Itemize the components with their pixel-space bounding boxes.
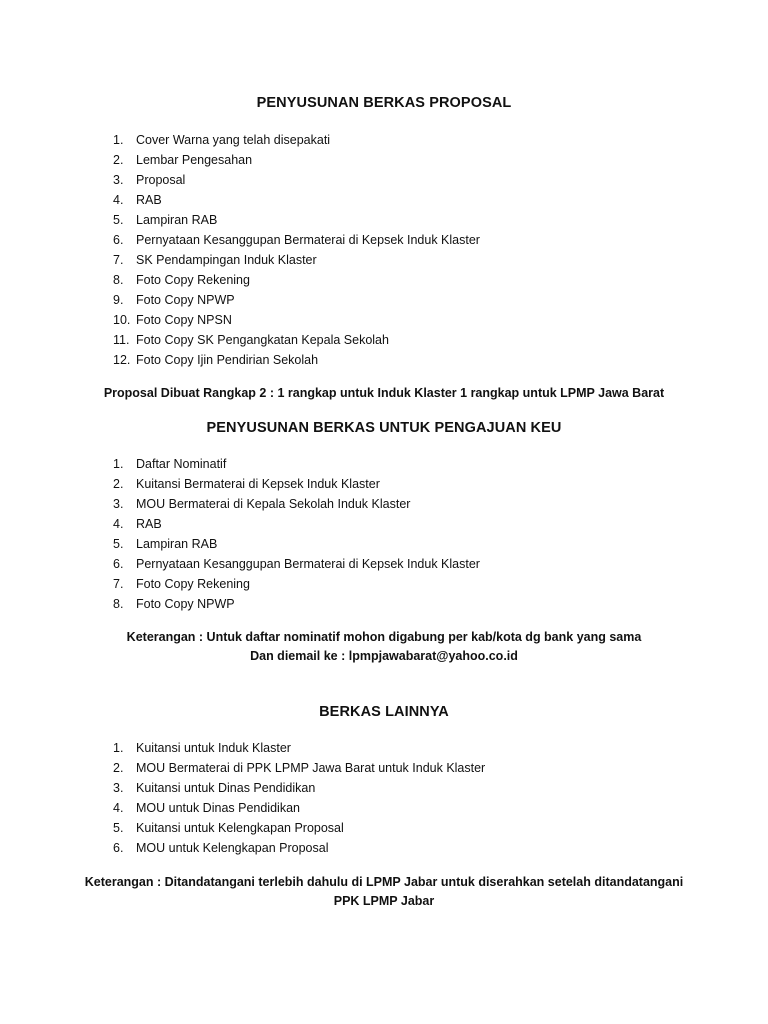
item-number: 12. <box>113 353 131 367</box>
section1-list <box>113 130 480 370</box>
list-item <box>113 350 480 370</box>
list-item <box>113 594 480 614</box>
section2-note-line2: Dan diemail ke : lpmpjawabarat@yahoo.co.id <box>250 649 518 663</box>
item-number: 1. <box>113 741 124 755</box>
item-text: Daftar Nominatif <box>136 457 227 471</box>
section3-title: BERKAS LAINNYA <box>319 704 449 720</box>
list-item <box>113 494 480 514</box>
item-text: Lampiran RAB <box>136 537 218 551</box>
item-text: MOU Bermaterai di Kepala Sekolah Induk Klaster <box>136 497 411 511</box>
item-text: Pernyataan Kesanggupan Bermaterai di Kepsek Induk Klaster <box>136 557 480 571</box>
list-item <box>113 130 480 150</box>
section2-list <box>113 454 480 614</box>
item-text: Kuitansi Bermaterai di Kepsek Induk Klaster <box>136 477 380 491</box>
item-number: 4. <box>113 801 124 815</box>
list-item <box>113 798 485 818</box>
item-number: 4. <box>113 193 124 207</box>
list-item <box>113 818 485 838</box>
list-item <box>113 778 485 798</box>
item-text: RAB <box>136 517 162 531</box>
list-item <box>113 330 480 350</box>
item-number: 1. <box>113 133 124 147</box>
item-number: 10. <box>113 313 131 327</box>
item-text: Foto Copy SK Pengangkatan Kepala Sekolah <box>136 333 389 347</box>
item-text: Kuitansi untuk Induk Klaster <box>136 741 291 755</box>
item-number: 11. <box>113 333 130 347</box>
item-number: 5. <box>113 537 124 551</box>
item-number: 3. <box>113 497 124 511</box>
item-number: 6. <box>113 841 124 855</box>
list-item <box>113 554 480 574</box>
list-item <box>113 270 480 290</box>
item-number: 2. <box>113 761 124 775</box>
item-number: 7. <box>113 577 124 591</box>
list-item <box>113 758 485 778</box>
list-item <box>113 310 480 330</box>
item-text: Cover Warna yang telah disepakati <box>136 133 331 147</box>
list-item <box>113 290 480 310</box>
section3-list <box>113 738 485 858</box>
item-number: 9. <box>113 293 124 307</box>
list-item <box>113 574 480 594</box>
item-text: Proposal <box>136 173 186 187</box>
item-text: MOU untuk Kelengkapan Proposal <box>136 841 329 855</box>
list-item <box>113 514 480 534</box>
section2-title: PENYUSUNAN BERKAS UNTUK PENGAJUAN KEU <box>206 420 562 436</box>
list-item <box>113 170 480 190</box>
item-number: 6. <box>113 233 124 247</box>
item-text: Foto Copy Rekening <box>136 273 250 287</box>
item-number: 8. <box>113 597 124 611</box>
item-number: 5. <box>113 821 124 835</box>
list-item <box>113 190 480 210</box>
item-number: 8. <box>113 273 124 287</box>
list-item <box>113 454 480 474</box>
item-text: Foto Copy NPWP <box>136 597 235 611</box>
section3-note-line1: Keterangan : Ditandatangani terlebih dahulu di LPMP Jabar untuk diserahkan setelah ditandatangani <box>84 875 684 889</box>
item-text: Lembar Pengesahan <box>136 153 253 167</box>
item-text: Lampiran RAB <box>136 213 218 227</box>
list-item <box>113 474 480 494</box>
list-item <box>113 250 480 270</box>
item-number: 2. <box>113 477 124 491</box>
item-number: 3. <box>113 173 124 187</box>
item-text: Kuitansi untuk Dinas Pendidikan <box>136 781 316 795</box>
item-number: 6. <box>113 557 124 571</box>
item-number: 1. <box>113 457 124 471</box>
item-text: Foto Copy NPWP <box>136 293 235 307</box>
item-text: Foto Copy NPSN <box>136 313 232 327</box>
item-text: Kuitansi untuk Kelengkapan Proposal <box>136 821 344 835</box>
item-number: 2. <box>113 153 124 167</box>
item-text: MOU untuk Dinas Pendidikan <box>136 801 300 815</box>
list-item <box>113 210 480 230</box>
list-item <box>113 838 485 858</box>
section3-note-line2: PPK LPMP Jabar <box>333 894 435 908</box>
item-number: 5. <box>113 213 124 227</box>
item-text: Foto Copy Rekening <box>136 577 250 591</box>
list-item <box>113 534 480 554</box>
list-item <box>113 150 480 170</box>
list-item <box>113 738 485 758</box>
item-text: Pernyataan Kesanggupan Bermaterai di Kepsek Induk Klaster <box>136 233 480 247</box>
section1-title: PENYUSUNAN BERKAS PROPOSAL <box>256 95 512 111</box>
item-text: MOU Bermaterai di PPK LPMP Jawa Barat untuk Induk Klaster <box>136 761 486 775</box>
section2-note-line1: Keterangan : Untuk daftar nominatif mohon digabung per kab/kota dg bank yang sama <box>126 630 642 644</box>
item-number: 7. <box>113 253 124 267</box>
item-text: SK Pendampingan Induk Klaster <box>136 253 317 267</box>
item-text: RAB <box>136 193 162 207</box>
item-number: 4. <box>113 517 124 531</box>
section1-note: Proposal Dibuat Rangkap 2 : 1 rangkap untuk Induk Klaster 1 rangkap untuk LPMP Jawa Barat <box>103 386 665 400</box>
item-number: 3. <box>113 781 124 795</box>
item-text: Foto Copy Ijin Pendirian Sekolah <box>136 353 319 367</box>
list-item <box>113 230 480 250</box>
